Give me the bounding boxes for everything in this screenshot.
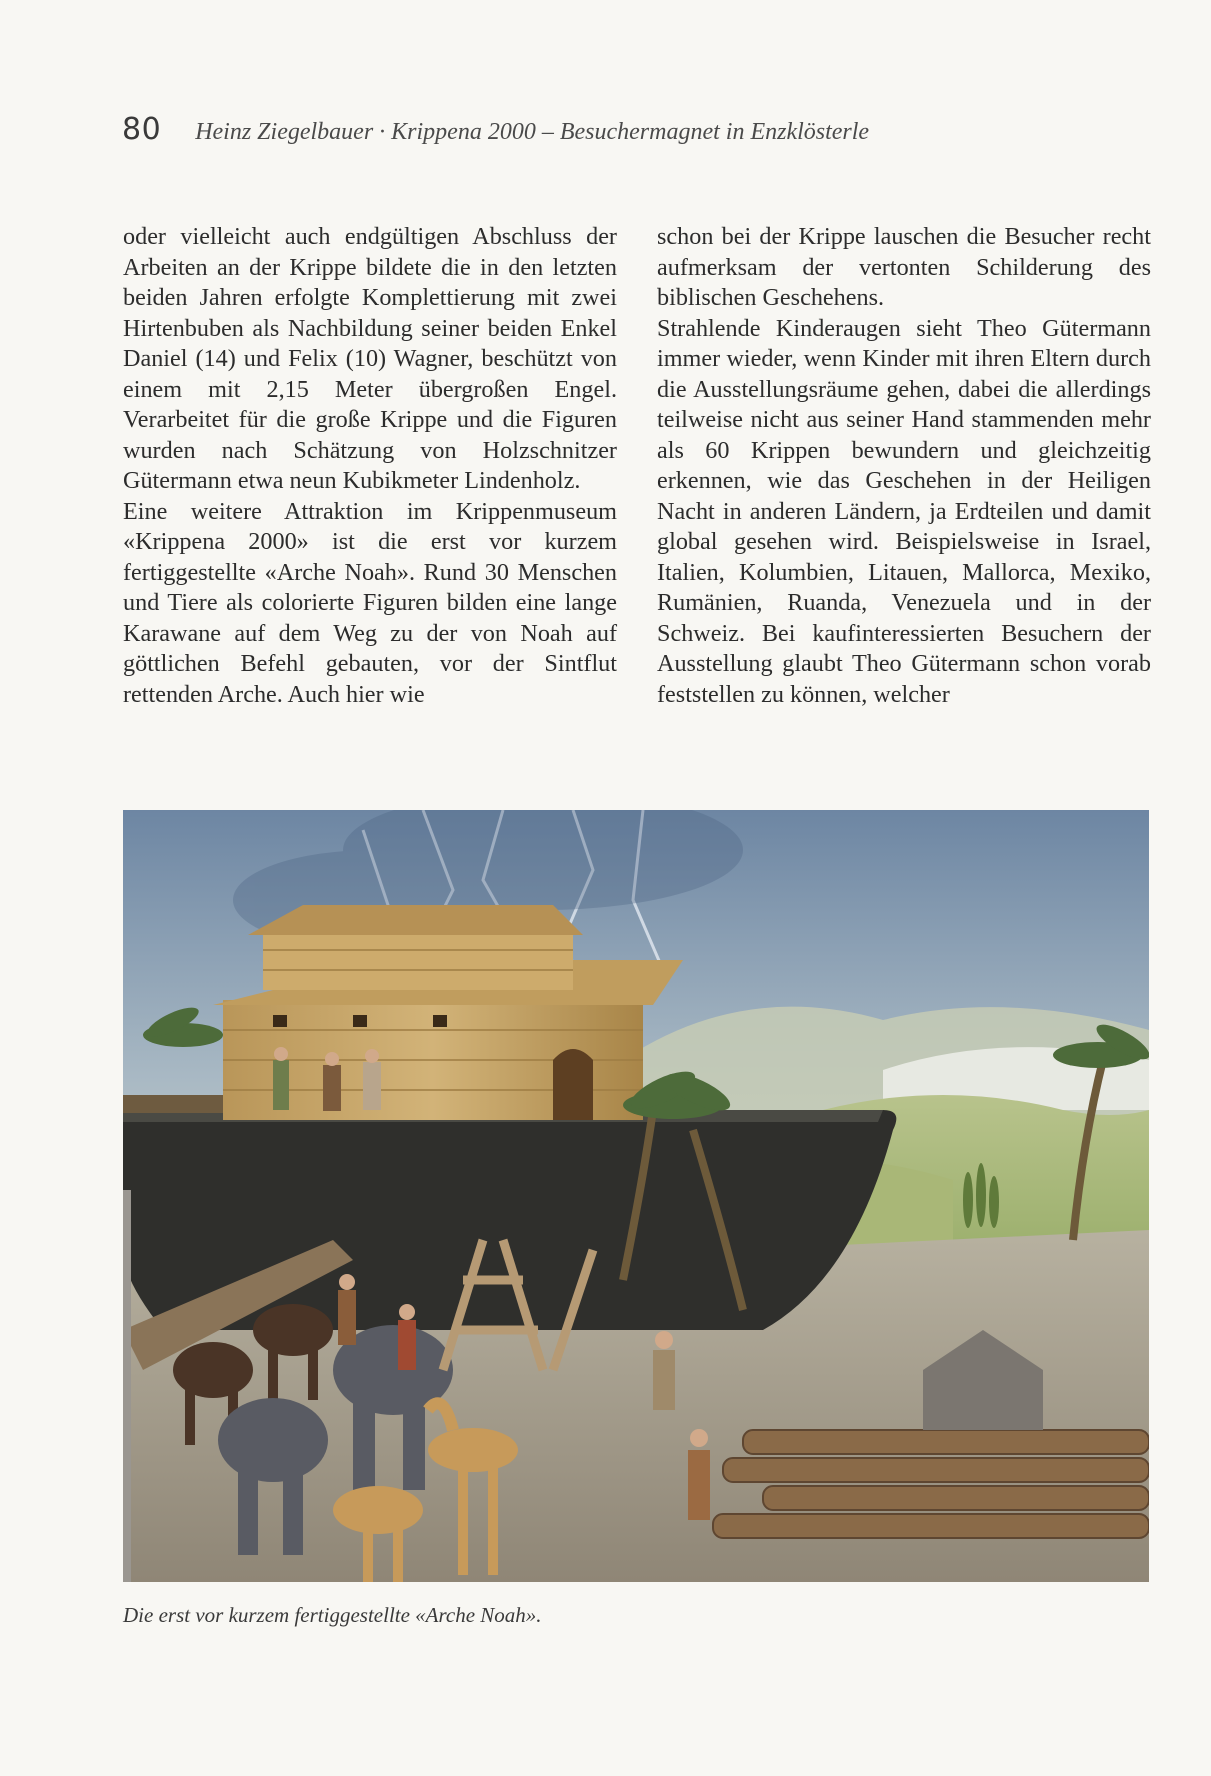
page-number: 80 — [122, 112, 162, 147]
text-column-right — [657, 222, 1151, 710]
paragraph: oder vielleicht auch endgültigen Abschluss der Arbeiten an der Krippe bildete die in den letzten beiden Jahren erfolgte Komplettierung mit zwei Hirtenbuben als Nachbildung seiner beiden Enkel Daniel (14) und Felix (10) Wagner, beschützt von einem mit 2,15 Meter übergroßen Engel. Verarbeitet für die große Krippe und die Figuren wurden nach Schätzung von Holzschnitzer Gütermann etwa neun Kubikmeter Lindenholz. — [123, 223, 617, 494]
text-column-left — [123, 222, 617, 710]
paragraph: Eine weitere Attraktion im Krippenmuseum «Krippena 2000» ist die erst vor kurzem fertiggestellte «Arche Noah». Rund 30 Menschen und Tiere als colorierte Figuren bilden eine lange Karawane auf dem Weg zu der von Noah auf göttlichen Befehl gebauten, vor der Sintflut rettenden Arche. Auch hier wie — [123, 497, 617, 708]
figure-caption: Die erst vor kurzem fertiggestellte «Arche Noah». — [123, 1603, 542, 1627]
running-head — [122, 112, 1172, 147]
ark-diorama-illustration — [123, 810, 1149, 1582]
ark-photo — [123, 810, 1149, 1582]
paragraph: Strahlende Kinderaugen sieht Theo Gütermann immer wieder, wenn Kinder mit ihren Eltern durch die Ausstellungsräume gehen, dabei die allerdings teilweise nicht aus seiner Hand stammenden mehr als 60 Krippen bewundern und gleichzeitig erkennen, wie das Geschehen in der Heiligen Nacht in anderen Ländern, ja Erdteilen und damit global gesehen wird. Beispielsweise in Israel, Italien, Kolumbien, Litauen, Mallorca, Mexiko, Rumänien, Ruanda, Venezuela und in der Schweiz. Bei kaufinteressierten Besuchern der Ausstellung glaubt Theo Gütermann schon vorab feststellen zu können, welcher — [657, 314, 1151, 708]
paragraph: schon bei der Krippe lauschen die Besucher recht aufmerksam der vertonten Schilderung des biblischen Geschehens. — [657, 223, 1151, 311]
running-title: Heinz Ziegelbauer · Krippena 2000 – Besuchermagnet in Enzklösterle — [195, 119, 870, 145]
